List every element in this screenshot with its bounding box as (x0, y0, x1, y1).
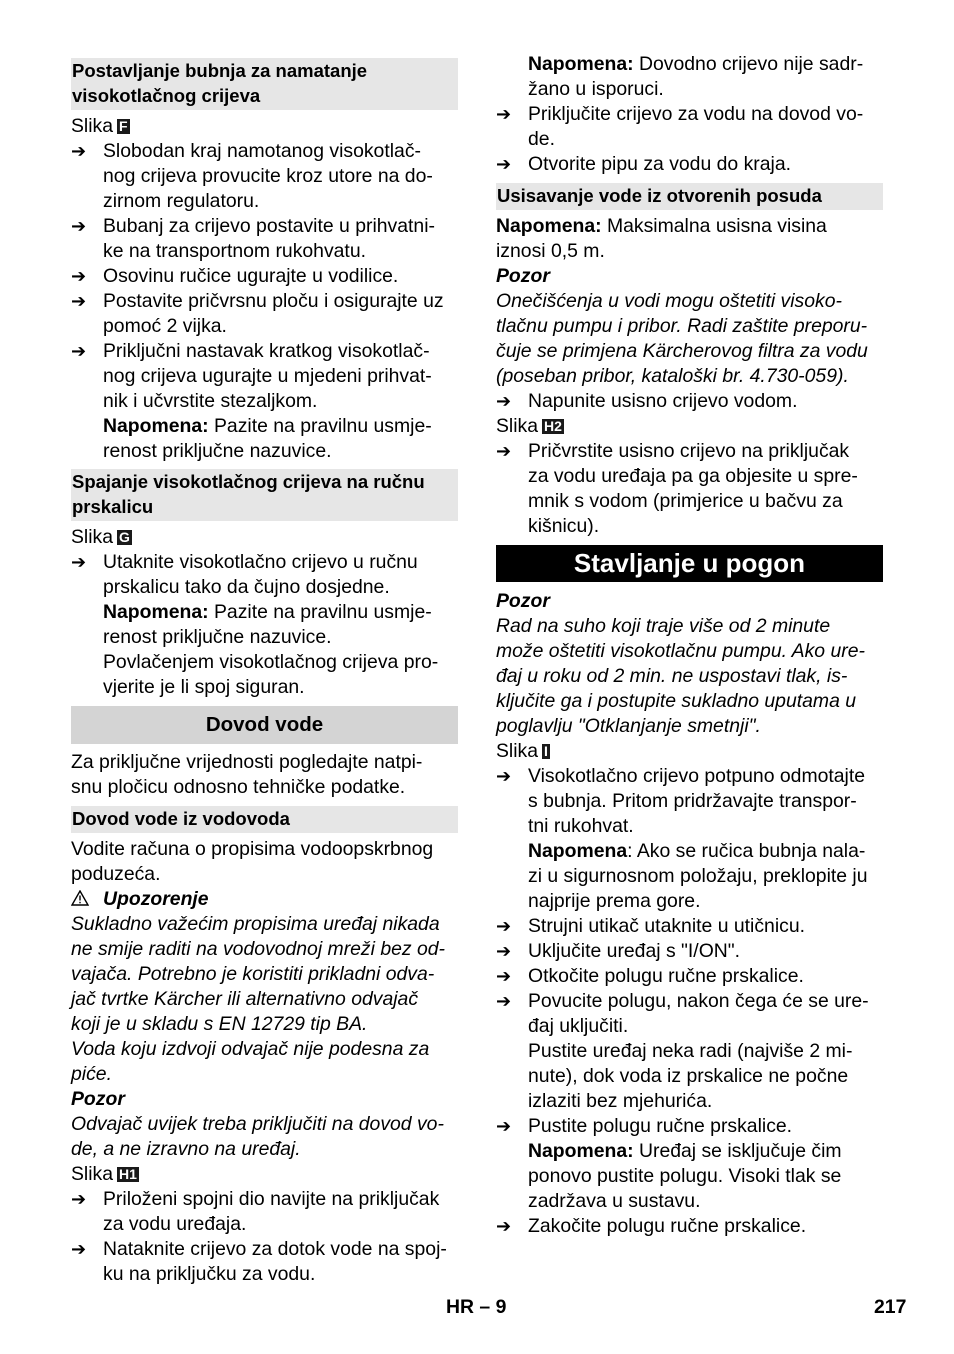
step-text: Pustite uređaj neka radi (najviše 2 mi- (528, 1040, 853, 1062)
figure-id-badge: I (544, 743, 548, 759)
warning-text: koji je u skladu s EN 12729 tip BA. (71, 1013, 368, 1035)
step-text: Nataknite crijevo za dotok vode na spoj- (103, 1238, 447, 1260)
step-text: đaj uključiti. (528, 1015, 629, 1037)
caution-label: Pozor (71, 1088, 125, 1110)
step-text: Napunite usisno crijevo vodom. (528, 390, 798, 412)
heading-line: Postavljanje bubnja za namatanje (72, 60, 368, 81)
paragraph-line: Vodite računa o propisima vodoopskrbnog (71, 838, 434, 860)
note-text: Povlačenjem visokotlačnog crijeva pro- (103, 651, 439, 673)
step-text: pomoć 2 vijka. (103, 315, 227, 337)
caution-text: de, a ne izravno na uređaj. (71, 1138, 301, 1160)
warning-text: Sukladno važećim propisima uređaj nikada (71, 913, 440, 935)
step-text: Uključite uređaj s "I/ON". (528, 940, 741, 962)
paragraph-line: poduzeća. (71, 863, 161, 885)
step-text: Priloženi spojni dio navijte na priključak (103, 1188, 440, 1210)
note-text: renost priključne nazuvice. (103, 440, 332, 462)
warning-text: jač tvrtke Kärcher ili alternativno odvajač (71, 988, 419, 1010)
step-text: Visokotlačno crijevo potpuno odmotajte (528, 765, 866, 787)
figure-label: Slika (71, 115, 114, 137)
caution-text: Rad na suho koji traje više od 2 minute (496, 615, 831, 637)
arrow-right-icon: ➔ (71, 291, 87, 311)
figure-label: Slika (71, 1163, 114, 1185)
note-text: žano u isporuci. (528, 78, 664, 100)
note-label: Napomena: (103, 415, 209, 437)
figure-reference (71, 525, 132, 550)
note-text: iznosi 0,5 m. (496, 240, 605, 262)
caution-text: ključite ga i postupite sukladno uputama u (496, 690, 857, 712)
note-text: renost priključne nazuvice. (103, 626, 332, 648)
arrow-right-icon: ➔ (496, 441, 512, 461)
section-heading-hose-to-gun (71, 469, 458, 521)
note-text: ponovo pustite polugu. Visoki tlak se (528, 1165, 842, 1187)
arrow-right-icon: ➔ (71, 341, 87, 361)
note-line (528, 1139, 842, 1164)
warning-heading (71, 887, 209, 912)
arrow-right-icon: ➔ (496, 1116, 512, 1136)
chapter-heading-start-up: Stavljanje u pogon (496, 545, 883, 582)
step-text: nog crijeva provucite kroz utore na do- (103, 165, 433, 187)
figure-label: Slika (496, 415, 539, 437)
arrow-right-icon: ➔ (71, 266, 87, 286)
section-heading-water-supply: Dovod vode (71, 706, 458, 744)
heading-line: Dovod vode iz vodovoda (72, 808, 290, 829)
caution-text: Onečišćenja u vodi mogu oštetiti visoko- (496, 290, 842, 312)
figure-id-badge: G (119, 529, 130, 545)
step-text: mnik s vodom (primjerice u bačvu za (528, 490, 843, 512)
warning-label: Upozorenje (103, 888, 209, 910)
step-text: Slobodan kraj namotanog visokotlač- (103, 140, 421, 162)
figure-id-badge: F (119, 118, 128, 134)
note-line (528, 839, 865, 864)
note-label: Napomena (528, 840, 628, 862)
paragraph-line: snu pločicu odnosno tehničke podatke. (71, 776, 406, 798)
section-heading-open-containers (496, 183, 883, 210)
step-text: Strujni utikač utaknite u utičnicu. (528, 915, 805, 937)
figure-reference (71, 114, 130, 139)
arrow-right-icon: ➔ (496, 391, 512, 411)
note-text: : Ako se ručica bubnja nala- (627, 840, 866, 862)
arrow-right-icon: ➔ (71, 216, 87, 236)
warning-text: ne smije raditi na vodovodnoj mreži bez od- (71, 938, 445, 960)
arrow-right-icon: ➔ (496, 966, 512, 986)
arrow-right-icon: ➔ (496, 916, 512, 936)
step-text: za vodu uređaja pa ga objesite u spre- (528, 465, 858, 487)
step-text: ke na transportnom rukohvatu. (103, 240, 366, 262)
arrow-right-icon: ➔ (496, 104, 512, 124)
caution-text: može oštetiti visokotlačnu pumpu. Ako ure- (496, 640, 865, 662)
note-text: zadržava u sustavu. (528, 1190, 701, 1212)
note-text: Uređaj se isključuje čim (633, 1140, 842, 1162)
note-line (496, 214, 827, 239)
heading-line: Spajanje visokotlačnog crijeva na ručnu (72, 471, 425, 492)
note-text: Maksimalna usisna visina (601, 215, 827, 237)
step-text: Bubanj za crijevo postavite u prihvatni- (103, 215, 435, 237)
figure-id-badge: H1 (119, 1166, 137, 1182)
step-text: kišnicu). (528, 515, 600, 537)
arrow-right-icon: ➔ (496, 991, 512, 1011)
step-text: Pričvrstite usisno crijevo na priključak (528, 440, 850, 462)
heading-line: prskalicu (72, 496, 154, 517)
step-text: nute), dok voda iz prskalice ne počne (528, 1065, 849, 1087)
page-footer-label: HR – 9 (446, 1296, 507, 1318)
step-text: Postavite pričvrsnu ploču i osigurajte uz (103, 290, 444, 312)
note-label: Napomena: (496, 215, 602, 237)
note-text: vjerite je li spoj siguran. (103, 676, 305, 698)
arrow-right-icon: ➔ (71, 1239, 87, 1259)
page-number: 217 (874, 1296, 907, 1318)
step-text: za vodu uređaja. (103, 1213, 247, 1235)
step-text: Otkočite polugu ručne prskalice. (528, 965, 804, 987)
step-text: Priključni nastavak kratkog visokotlač- (103, 340, 430, 362)
figure-id-badge: H2 (544, 418, 562, 434)
note-label: Napomena: (103, 601, 209, 623)
arrow-right-icon: ➔ (496, 1216, 512, 1236)
note-text: Pazite na pravilnu usmje- (208, 601, 432, 623)
caution-text: čuje se primjena Kärcherovog filtra za vodu (496, 340, 868, 362)
note-label: Napomena: (528, 1140, 634, 1162)
step-text: nog crijeva ugurajte u mjedeni prihvat- (103, 365, 432, 387)
step-text: ku na priključku za vodu. (103, 1263, 316, 1285)
warning-text: Voda koju izdvoji odvajač nije podesna za (71, 1038, 430, 1060)
note-line (103, 600, 432, 625)
note-line (528, 52, 863, 77)
caution-text: poglavlju "Otklanjanje smetnji". (496, 715, 761, 737)
section-heading-mains-water (71, 806, 458, 833)
step-text: nik i učvrstite stezaljkom. (103, 390, 318, 412)
step-text: de. (528, 128, 555, 150)
step-text: Pustite polugu ručne prskalice. (528, 1115, 793, 1137)
figure-reference (496, 739, 550, 764)
figure-reference (71, 1162, 139, 1187)
figure-label: Slika (496, 740, 539, 762)
step-text: Osovinu ručice ugurajte u vodilice. (103, 265, 399, 287)
step-text: Povucite polugu, nakon čega će se ure- (528, 990, 869, 1012)
heading-line: Usisavanje vode iz otvorenih posuda (497, 185, 822, 206)
arrow-right-icon: ➔ (71, 1189, 87, 1209)
caution-text: tlačnu pumpu i pribor. Radi zaštite preporu- (496, 315, 868, 337)
figure-label: Slika (71, 526, 114, 548)
section-heading-hose-reel (71, 58, 458, 110)
arrow-right-icon: ➔ (496, 766, 512, 786)
step-text: zirnom regulatoru. (103, 190, 260, 212)
heading-line: visokotlačnog crijeva (72, 85, 261, 106)
arrow-right-icon: ➔ (496, 154, 512, 174)
note-text: Dovodno crijevo nije sadr- (633, 53, 864, 75)
step-text: izlaziti bez mjehurića. (528, 1090, 713, 1112)
arrow-right-icon: ➔ (71, 141, 87, 161)
warning-text: vajača. Potrebno je koristiti prikladni odva- (71, 963, 435, 985)
step-text: Zakočite polugu ručne prskalice. (528, 1215, 807, 1237)
caution-text: Odvajač uvijek treba priključiti na dovod vo- (71, 1113, 444, 1135)
caution-label: Pozor (496, 265, 550, 287)
note-text: najprije prema gore. (528, 890, 701, 912)
paragraph-line: Za priključne vrijednosti pogledajte natpi- (71, 751, 423, 773)
step-text: s bubnja. Pritom pridržavajte transpor- (528, 790, 857, 812)
warning-triangle-icon (71, 887, 91, 912)
arrow-right-icon: ➔ (71, 552, 87, 572)
note-text: zi u sigurnosnom položaju, preklopite ju (528, 865, 868, 887)
caution-text: đaj u roku od 2 min. ne uspostavi tlak, is- (496, 665, 848, 687)
step-text: Otvorite pipu za vodu do kraja. (528, 153, 791, 175)
note-label: Napomena: (528, 53, 634, 75)
step-text: Utaknite visokotlačno crijevo u ručnu (103, 551, 418, 573)
step-text: prskalicu tako da čujno dosjedne. (103, 576, 390, 598)
warning-text: piće. (71, 1063, 112, 1085)
figure-reference (496, 414, 564, 439)
step-text: tni rukohvat. (528, 815, 634, 837)
note-text: Pazite na pravilnu usmje- (208, 415, 432, 437)
step-text: Priključite crijevo za vodu na dovod vo- (528, 103, 864, 125)
caution-text: (poseban pribor, kataloški br. 4.730-059). (496, 365, 849, 387)
caution-label: Pozor (496, 590, 550, 612)
note-line (103, 414, 432, 439)
arrow-right-icon: ➔ (496, 941, 512, 961)
